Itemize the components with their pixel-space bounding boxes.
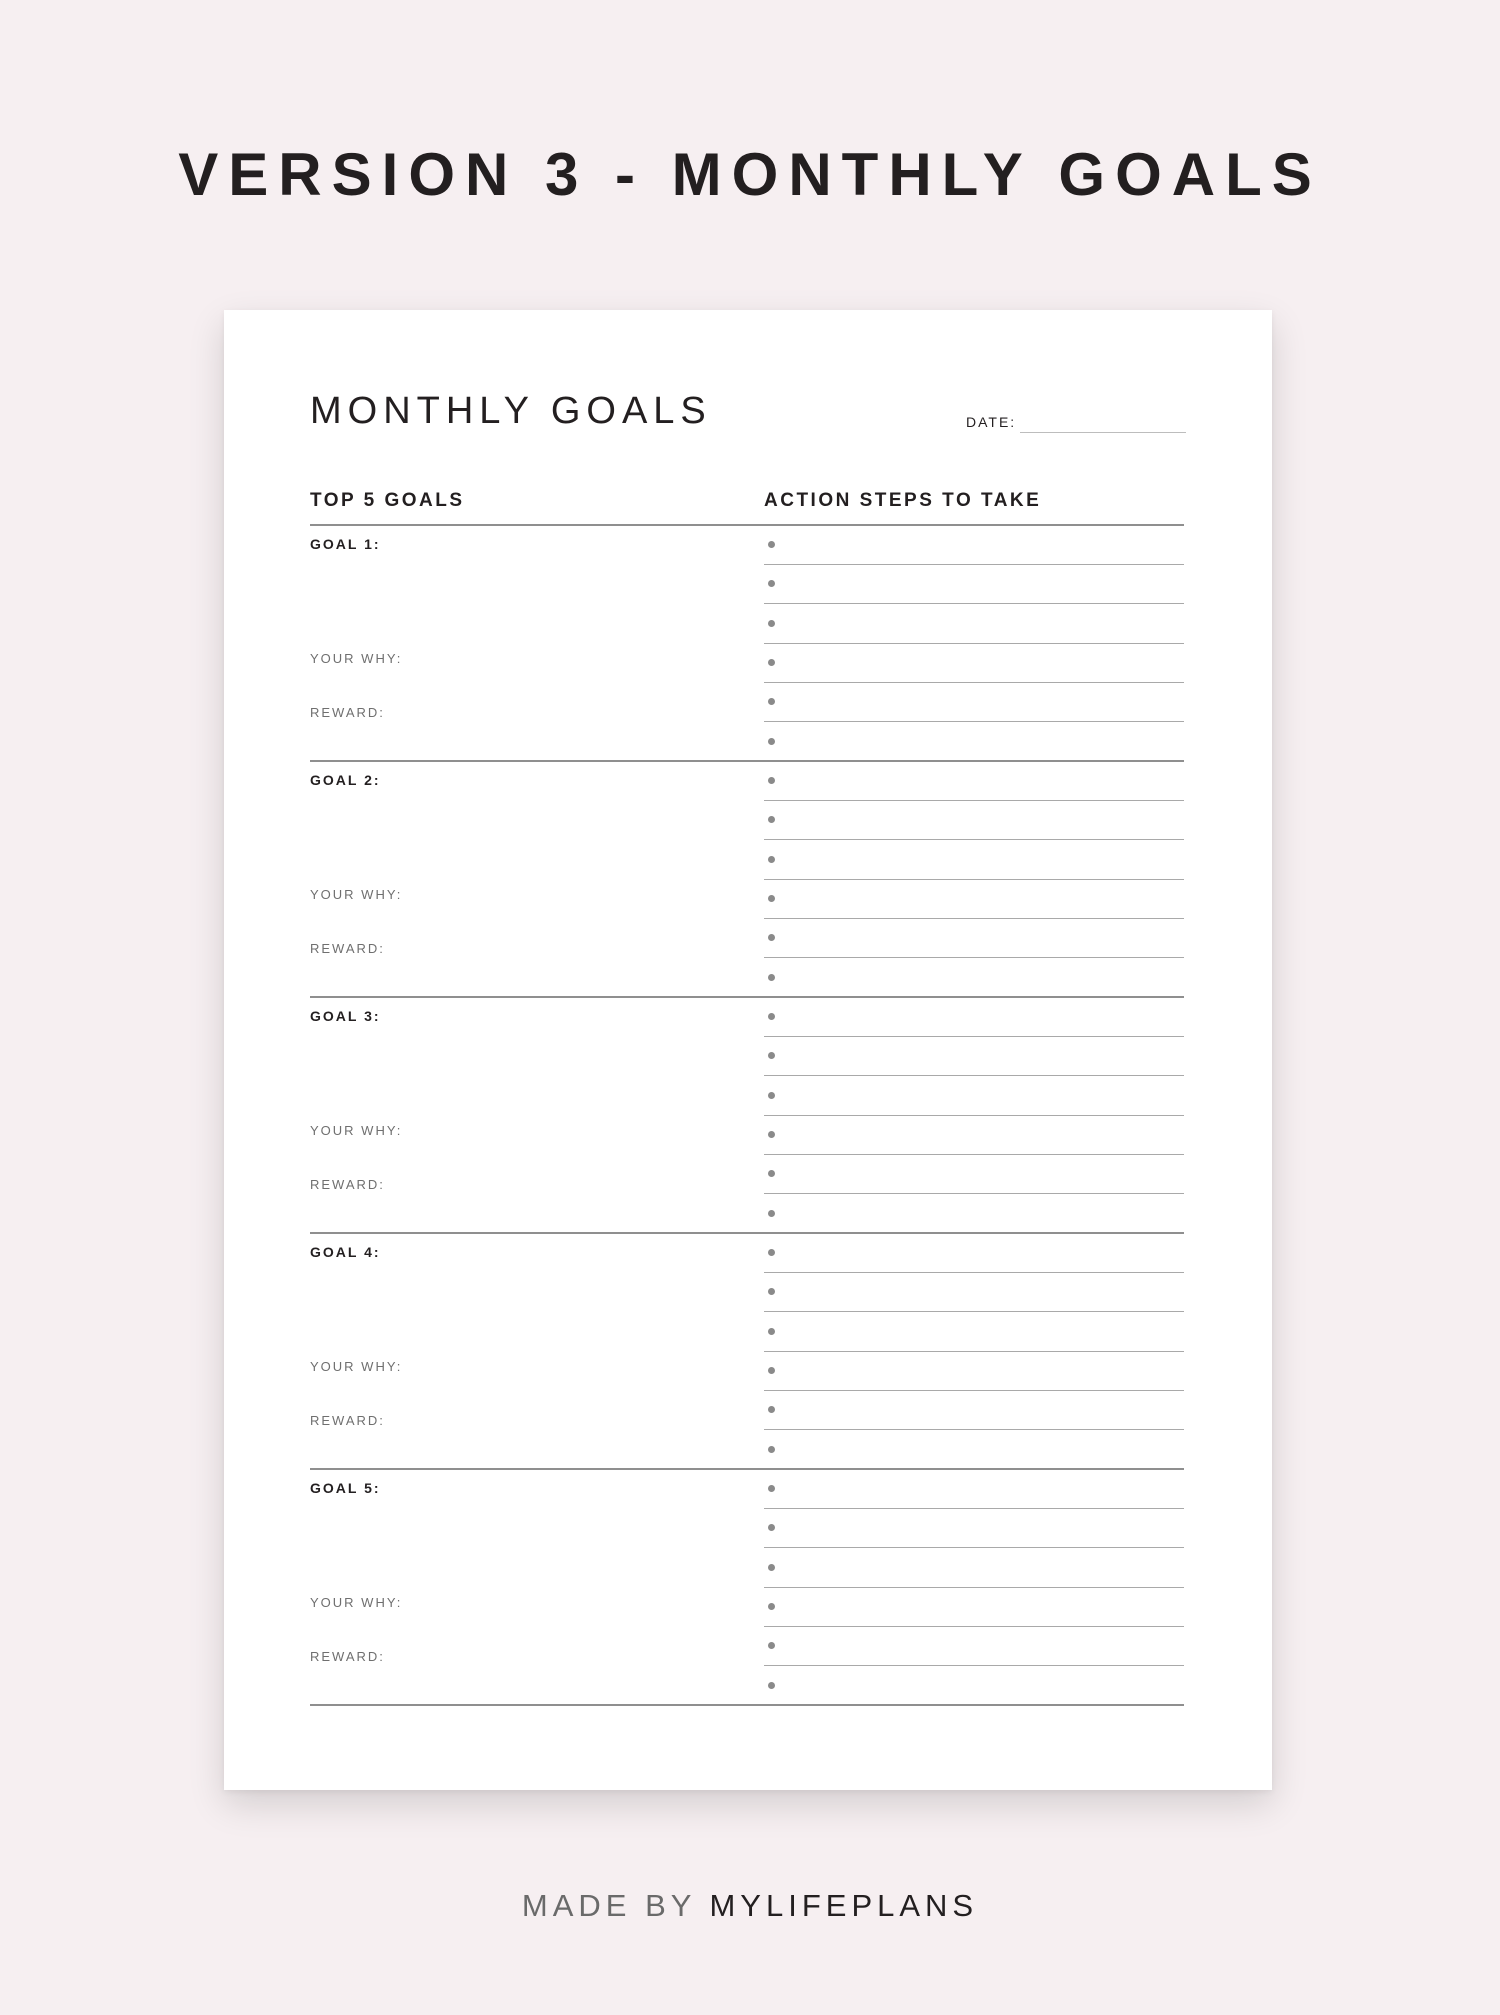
bullet-icon [768,1170,775,1177]
action-step-line [764,919,1184,958]
action-steps-list [764,762,1184,998]
action-step-line [764,1627,1184,1666]
goal-label: GOAL 3: [310,1008,381,1024]
bullet-icon [768,1446,775,1453]
bullet-icon [768,659,775,666]
action-step-line [764,1391,1184,1430]
reward-label: REWARD: [310,1177,385,1192]
credit-line [0,1888,1500,1924]
bullet-icon [768,1682,775,1689]
bullet-icon [768,895,775,902]
bullet-icon [768,738,775,745]
goal-label: GOAL 4: [310,1244,381,1260]
goal-block [310,998,1184,1234]
action-step-line [764,1470,1184,1509]
bullet-icon [768,1131,775,1138]
reward-label: REWARD: [310,941,385,956]
goal-block [310,1470,1184,1706]
top-goals-heading: TOP 5 GOALS [310,490,465,511]
sheet-title: MONTHLY GOALS [310,390,712,432]
your-why-label: YOUR WHY: [310,1595,403,1610]
action-step-line [764,801,1184,840]
bullet-icon [768,1013,775,1020]
action-step-line [764,1155,1184,1194]
action-step-line [764,1077,1184,1116]
bullet-icon [768,856,775,863]
your-why-label: YOUR WHY: [310,651,403,666]
action-step-line [764,565,1184,604]
goal-block [310,1234,1184,1470]
bullet-icon [768,1406,775,1413]
bullet-icon [768,698,775,705]
action-step-line [764,683,1184,722]
bullet-icon [768,1485,775,1492]
credit-prefix: MADE BY [521,1888,710,1923]
action-step-line [764,1273,1184,1312]
bullet-icon [768,620,775,627]
reward-label: REWARD: [310,1413,385,1428]
bullet-icon [768,934,775,941]
bullet-icon [768,1564,775,1571]
action-step-line [764,1588,1184,1627]
action-step-line [764,1667,1184,1706]
action-steps-heading: ACTION STEPS TO TAKE [764,490,1042,511]
action-step-line [764,762,1184,801]
planner-sheet [224,310,1272,1790]
reward-label: REWARD: [310,705,385,720]
action-step-line [764,1234,1184,1273]
action-step-line [764,1352,1184,1391]
bullet-icon [768,816,775,823]
your-why-label: YOUR WHY: [310,887,403,902]
bullet-icon [768,1052,775,1059]
action-step-line [764,959,1184,998]
date-label: DATE: [966,414,1017,430]
bullet-icon [768,580,775,587]
bullet-icon [768,1092,775,1099]
goal-block [310,526,1184,762]
action-step-line [764,841,1184,880]
action-step-line [764,1549,1184,1588]
action-steps-list [764,526,1184,762]
reward-label: REWARD: [310,1649,385,1664]
bullet-icon [768,541,775,548]
bullet-icon [768,1210,775,1217]
action-step-line [764,1195,1184,1234]
action-step-line [764,526,1184,565]
goal-label: GOAL 2: [310,772,381,788]
goal-block [310,762,1184,998]
action-step-line [764,1431,1184,1470]
bullet-icon [768,777,775,784]
your-why-label: YOUR WHY: [310,1123,403,1138]
action-step-line [764,1509,1184,1548]
banner-title: VERSION 3 - MONTHLY GOALS [178,141,1322,208]
date-line [1020,432,1186,433]
goal-divider [310,1704,1184,1706]
bullet-icon [768,1524,775,1531]
action-steps-list [764,998,1184,1234]
credit-brand: MYLIFEPLANS [709,1888,979,1923]
bullet-icon [768,1642,775,1649]
your-why-label: YOUR WHY: [310,1359,403,1374]
action-step-line [764,644,1184,683]
bullet-icon [768,1328,775,1335]
action-step-line [764,1116,1184,1155]
action-step-line [764,1313,1184,1352]
action-step-line [764,998,1184,1037]
bullet-icon [768,974,775,981]
bullet-icon [768,1603,775,1610]
action-steps-list [764,1470,1184,1706]
date-field [966,406,1186,434]
action-step-line [764,723,1184,762]
bullet-icon [768,1367,775,1374]
action-step-line [764,605,1184,644]
action-step-line [764,880,1184,919]
goal-label: GOAL 5: [310,1480,381,1496]
goal-label: GOAL 1: [310,536,381,552]
action-steps-list [764,1234,1184,1470]
action-step-line [764,1037,1184,1076]
bullet-icon [768,1249,775,1256]
bullet-icon [768,1288,775,1295]
